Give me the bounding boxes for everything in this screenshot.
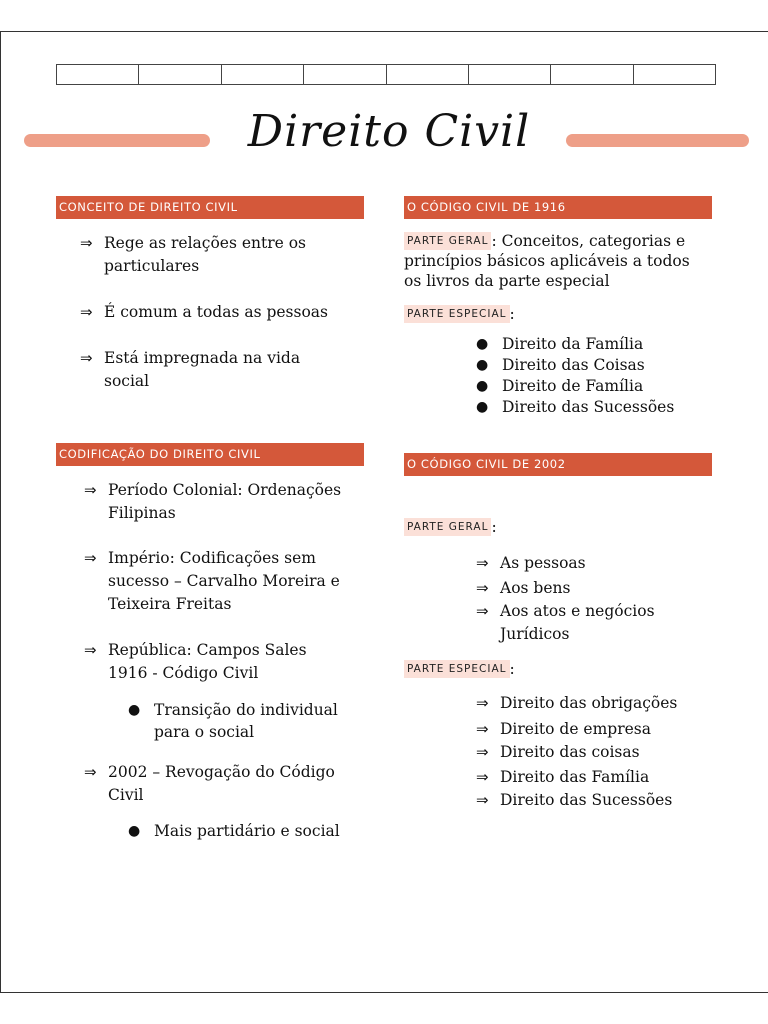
arrow-icon: ⇒ (476, 768, 489, 786)
arrow-icon: ⇒ (476, 791, 489, 809)
list-item: ⇒ Direito das coisas (476, 741, 716, 764)
bullet-icon: ● (476, 399, 489, 415)
arrow-icon: ⇒ (80, 303, 93, 321)
blank-cell (304, 65, 386, 84)
blank-cell (634, 65, 715, 84)
list-item: ⇒ 2002 – Revogação do Código Civil (84, 763, 335, 804)
arrow-icon: ⇒ (476, 720, 489, 738)
list-item: ⇒ Direito das Sucessões (476, 789, 716, 812)
list-item: ⇒ Império: Codificações sem sucesso – Carvalho Moreira e Teixeira Freitas (84, 549, 340, 613)
arrow-icon: ⇒ (476, 743, 489, 761)
parte-geral-2002: PARTE GERAL : (404, 517, 704, 537)
blank-cell (139, 65, 221, 84)
title-bar-left (24, 134, 210, 147)
bullet-item: ● Direito da Família (476, 335, 644, 353)
list-item: ⇒ Período Colonial: Ordenações Filipinas (84, 481, 342, 522)
bullet-icon: ● (476, 378, 489, 394)
list-item: ⇒ República: Campos Sales 1916 - Código Civil (84, 641, 307, 682)
blank-cell (57, 65, 139, 84)
arrow-icon: ⇒ (476, 602, 489, 620)
arrow-icon: ⇒ (476, 554, 489, 572)
blank-cell (469, 65, 551, 84)
parte-especial-1916: PARTE ESPECIAL : (404, 304, 704, 324)
parte-geral-text: : Conceitos, categorias e princípios básicos aplicáveis a todos os livros da parte especial (404, 232, 690, 290)
bullet-icon: ● (128, 702, 141, 718)
list-item: ⇒ Aos bens (476, 577, 696, 600)
list-item: ⇒ Aos atos e negócios Jurídicos (476, 602, 655, 643)
parte-especial-tag: PARTE ESPECIAL (404, 660, 510, 678)
parte-geral-tag: PARTE GERAL (404, 232, 491, 250)
bullet-item: ● Direito de Família (476, 377, 644, 395)
title-bar-right (566, 134, 749, 147)
arrow-icon: ⇒ (84, 763, 97, 781)
bullet-icon: ● (476, 336, 489, 352)
parte-geral-tag: PARTE GERAL (404, 518, 491, 536)
bullet-item: ● Mais partidário e social (128, 822, 340, 840)
header-cell-row (56, 64, 716, 85)
section-header-codigo-2002: O CÓDIGO CIVIL DE 2002 (404, 453, 712, 476)
parte-especial-2002: PARTE ESPECIAL : (404, 659, 704, 679)
list-item: ⇒ Direito das obrigações (476, 692, 716, 715)
blank-cell (551, 65, 633, 84)
blank-cell (222, 65, 304, 84)
page-title: Direito Civil (247, 106, 531, 157)
arrow-icon: ⇒ (476, 694, 489, 712)
list-item: ⇒ Está impregnada na vida social (80, 349, 301, 390)
section-header-conceito: CONCEITO DE DIREITO CIVIL (56, 196, 364, 219)
arrow-icon: ⇒ (80, 234, 93, 252)
list-item: ⇒ Direito das Família (476, 766, 716, 789)
bullet-icon: ● (476, 357, 489, 373)
list-item: ⇒ É comum a todas as pessoas (80, 301, 370, 324)
bullet-icon: ● (128, 823, 141, 839)
arrow-icon: ⇒ (84, 641, 97, 659)
bullet-item: ● Transição do individual para o social (128, 701, 338, 741)
parte-geral-1916 (404, 231, 704, 291)
parte-especial-tag: PARTE ESPECIAL (404, 305, 510, 323)
section-header-codigo-1916: O CÓDIGO CIVIL DE 1916 (404, 196, 712, 219)
section-header-codificacao: CODIFICAÇÃO DO DIREITO CIVIL (56, 443, 364, 466)
bullet-item: ● Direito das Sucessões (476, 398, 675, 416)
blank-cell (387, 65, 469, 84)
arrow-icon: ⇒ (476, 579, 489, 597)
list-item: ⇒ As pessoas (476, 552, 696, 575)
arrow-icon: ⇒ (80, 349, 93, 367)
arrow-icon: ⇒ (84, 549, 97, 567)
list-item: ⇒ Direito de empresa (476, 718, 716, 741)
bullet-item: ● Direito das Coisas (476, 356, 645, 374)
arrow-icon: ⇒ (84, 481, 97, 499)
list-item: ⇒ Rege as relações entre os particulares (80, 234, 307, 275)
